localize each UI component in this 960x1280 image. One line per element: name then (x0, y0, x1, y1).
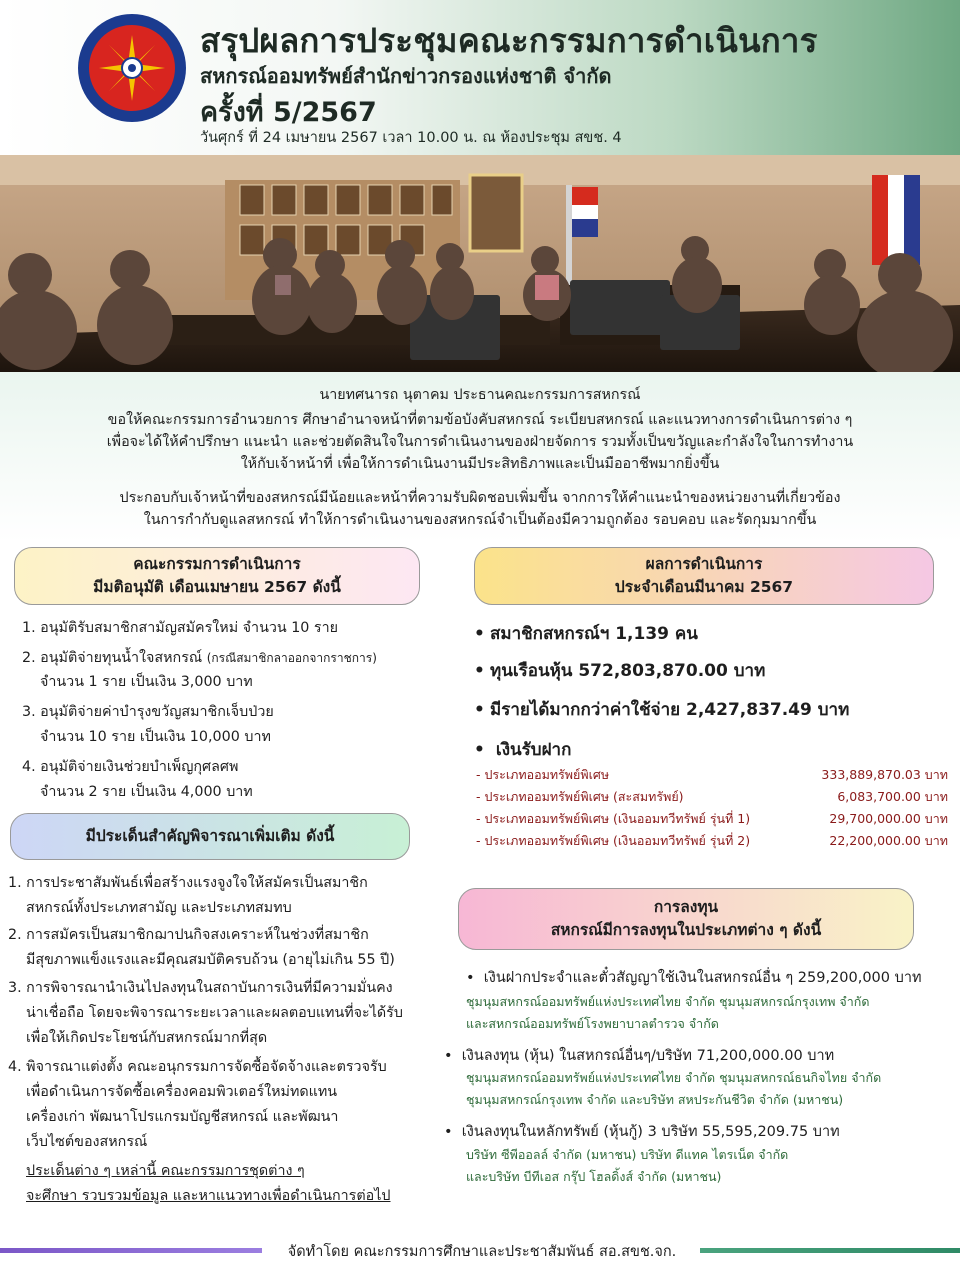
investment-detail: และบริษัท บีทีเอส กรุ๊ป โฮลดิ้งส์ จำกัด (มหาชน) (466, 1169, 722, 1184)
bullet-icon: • (474, 661, 485, 681)
deposits-stat: • เงินรับฝาก (474, 740, 572, 760)
list-item: 2. การสมัครเป็นสมาชิกฌาปนกิจสงเคราะห์ในช่วงที่สมาชิก (8, 927, 369, 943)
bullet-icon: • (474, 700, 485, 720)
list-item: 4. พิจารณาแต่งตั้ง คณะอนุกรรมการจัดซื้อจัดจ้างและตรวจรับ (8, 1059, 387, 1075)
deposit-type-label: - ประเภทออมทรัพย์พิเศษ (476, 767, 610, 782)
cooperative-logo (78, 14, 186, 122)
investment-detail: ชุมนุมสหกรณ์กรุงเทพ จำกัด และบริษัท สหประกันชีวิต จำกัด (มหาชน) (466, 1092, 844, 1107)
header-banner (0, 0, 960, 155)
compass-star-icon (97, 33, 167, 103)
deposit-type-label: - ประเภทออมทรัพย์พิเศษ (สะสมทรัพย์) (476, 789, 684, 804)
list-item: 1. การประชาสัมพันธ์เพื่อสร้างแรงจูงใจให้สมัครเป็นสมาชิก (8, 875, 368, 891)
meeting-photo (0, 155, 960, 372)
intro-paragraph-1 (20, 409, 940, 475)
list-item: 3. การพิจารณานำเงินไปลงทุนในสถาบันการเงินที่มีความมั่นคง (8, 980, 393, 996)
net-income-stat: • มีรายได้มากกว่าค่าใช้จ่าย 2,427,837.49 บาท (474, 700, 850, 720)
bullet-icon: • (444, 1048, 462, 1064)
intro-paragraph-2 (20, 487, 940, 531)
list-item-detail: เว็บไซต์ของสหกรณ์ (26, 1134, 148, 1150)
considerations-heading: มีประเด็นสำคัญพิจารณาเพิ่มเติม ดังนี้ (10, 813, 410, 860)
resolutions-heading (14, 547, 420, 605)
deposit-type-value: 22,200,000.00 บาท (829, 833, 948, 848)
meeting-number: ครั้งที่ 5/2567 (200, 97, 377, 128)
cooperative-name: สหกรณ์ออมทรัพย์สำนักข่าวกรองแห่งชาติ จำกัด (200, 64, 612, 88)
intro-line: ในการกำกับดูแลสหกรณ์ ทำให้การดำเนินงานของสหกรณ์จำเป็นต้องมีความถูกต้อง รอบคอบ และรัดกุมมากขึ้น (143, 512, 817, 528)
members-stat: • สมาชิกสหกรณ์ฯ 1,139 คน (474, 624, 698, 644)
intro-line: ประกอบกับเจ้าหน้าที่ของสหกรณ์มีน้อยและหน้าที่ความรับผิดชอบเพิ่มขึ้น จากการให้คำแนะนำของหน่วยงานที่เกี่ยวข้อง (119, 490, 841, 506)
logo-emblem-icon (89, 25, 175, 111)
page-title: สรุปผลการประชุมคณะกรรมการดำเนินการ (200, 21, 818, 60)
heading-line: คณะกรรมการดำเนินการ (133, 555, 301, 573)
deposit-type-value: 333,889,870.03 บาท (821, 767, 948, 782)
intro-section (0, 372, 960, 542)
footer-divider-left (0, 1248, 262, 1253)
item-note: (กรณีสมาชิกลาออกจากราชการ) (206, 651, 377, 665)
list-item-detail: จำนวน 1 ราย เป็นเงิน 3,000 บาท (40, 674, 253, 690)
list-item-detail: เพื่อให้เกิดประโยชน์กับสหกรณ์มากที่สุด (26, 1030, 268, 1046)
intro-line: ขอให้คณะกรรมการอำนวยการ ศึกษาอำนาจหน้าที่ตามข้อบังคับสหกรณ์ ระเบียบสหกรณ์ และแนวทางการดำเนินการต่าง ๆ (107, 412, 853, 428)
list-item-detail: จำนวน 10 ราย เป็นเงิน 10,000 บาท (40, 729, 271, 745)
investment-item: • เงินลงทุนในหลักทรัพย์ (หุ้นกู้) 3 บริษัท 55,595,209.75 บาท (444, 1124, 840, 1140)
list-item-detail: น่าเชื่อถือ โดยจะพิจารณาระยะเวลาและผลตอบแทนที่จะได้รับ (26, 1005, 403, 1021)
bullet-icon: • (466, 970, 484, 986)
list-item-detail: สหกรณ์ทั้งประเภทสามัญ และประเภทสมทบ (26, 900, 292, 916)
closing-note: ประเด็นต่าง ๆ เหล่านี้ คณะกรรมการชุดต่าง ๆ (26, 1163, 305, 1179)
investment-detail: และสหกรณ์ออมทรัพย์โรงพยาบาลตำรวจ จำกัด (466, 1016, 719, 1031)
investment-detail: ชุมนุมสหกรณ์ออมทรัพย์แห่งประเทศไทย จำกัด ชุมนุมสหกรณ์กรุงเทพ จำกัด (466, 994, 870, 1009)
bullet-icon: • (474, 624, 485, 644)
meeting-date-place: วันศุกร์ ที่ 24 เมษายน 2567 เวลา 10.00 น. ณ ห้องประชุม สขช. 4 (200, 130, 622, 146)
bullet-icon: • (474, 740, 485, 760)
list-item-detail: มีสุขภาพแข็งแรงและมีคุณสมบัติครบถ้วน (อายุไม่เกิน 55 ปี) (26, 952, 395, 968)
list-item-detail: เครื่องเก่า พัฒนาโปรแกรมบัญชีสหกรณ์ และพัฒนา (26, 1109, 339, 1125)
bullet-icon: • (444, 1124, 462, 1140)
deposit-type-label: - ประเภทออมทรัพย์พิเศษ (เงินออมทวีทรัพย์ รุ่นที่ 2) (476, 833, 751, 848)
performance-heading: ผลการดำเนินการ ประจำเดือนมีนาคม 2567 (474, 547, 934, 605)
deposit-type-value: 6,083,700.00 บาท (837, 789, 948, 804)
list-item: 4. อนุมัติจ่ายเงินช่วยบำเพ็ญกุศลศพ (22, 759, 239, 775)
closing-note: จะศึกษา รวบรวมข้อมูล และหาแนวทางเพื่อดำเนินการต่อไป (26, 1188, 391, 1204)
footer-credit: จัดทำโดย คณะกรรมการศึกษาและประชาสัมพันธ์ สอ.สขช.จก. (287, 1244, 677, 1260)
list-item: 2. อนุมัติจ่ายทุนน้ำใจสหกรณ์ (กรณีสมาชิกลาออกจากราชการ) (22, 650, 377, 666)
share-capital-stat: • ทุนเรือนหุ้น 572,803,870.00 บาท (474, 661, 766, 681)
intro-line: ให้กับเจ้าหน้าที่ เพื่อให้การดำเนินงานมีประสิทธิภาพและเป็นมืออาชีพมากยิ่งขึ้น (240, 456, 720, 472)
list-item-detail: จำนวน 2 ราย เป็นเงิน 4,000 บาท (40, 784, 253, 800)
list-item: 3. อนุมัติจ่ายค่าบำรุงขวัญสมาชิกเจ็บป่วย (22, 704, 274, 720)
deposit-type-label: - ประเภทออมทรัพย์พิเศษ (เงินออมทวีทรัพย์ รุ่นที่ 1) (476, 811, 751, 826)
meeting-room-image (0, 155, 960, 372)
list-item: 1. อนุมัติรับสมาชิกสามัญสมัครใหม่ จำนวน 10 ราย (22, 620, 339, 636)
chairman-line: นายทศนารถ นุตาคม ประธานคณะกรรมการสหกรณ์ (319, 387, 641, 403)
investment-detail: ชุมนุมสหกรณ์ออมทรัพย์แห่งประเทศไทย จำกัด ชุมนุมสหกรณ์ธนกิจไทย จำกัด (466, 1070, 882, 1085)
footer-divider-right (700, 1248, 960, 1253)
investment-detail: บริษัท ซีพีออลล์ จำกัด (มหาชน) บริษัท ดีแทค ไตรเน็ต จำกัด (466, 1147, 789, 1162)
deposit-type-value: 29,700,000.00 บาท (829, 811, 948, 826)
investment-item: • เงินฝากประจำและตั๋วสัญญาใช้เงินในสหกรณ์อื่น ๆ 259,200,000 บาท (466, 970, 922, 986)
investment-item: • เงินลงทุน (หุ้น) ในสหกรณ์อื่นๆ/บริษัท 71,200,000.00 บาท (444, 1048, 835, 1064)
investment-heading: การลงทุน สหกรณ์มีการลงทุนในประเภทต่าง ๆ ดังนี้ (458, 888, 914, 950)
heading-line: มีมติอนุมัติ เดือนเมษายน 2567 ดังนี้ (93, 578, 341, 596)
intro-line: เพื่อจะได้ให้คำปรึกษา แนะนำ และช่วยตัดสินใจในการดำเนินงานของฝ่ายจัดการ รวมทั้งเป็นขวัญและกำลังใจในการทำงาน (106, 434, 854, 450)
list-item-detail: เพื่อดำเนินการจัดซื้อเครื่องคอมพิวเตอร์ใหม่ทดแทน (26, 1084, 338, 1100)
